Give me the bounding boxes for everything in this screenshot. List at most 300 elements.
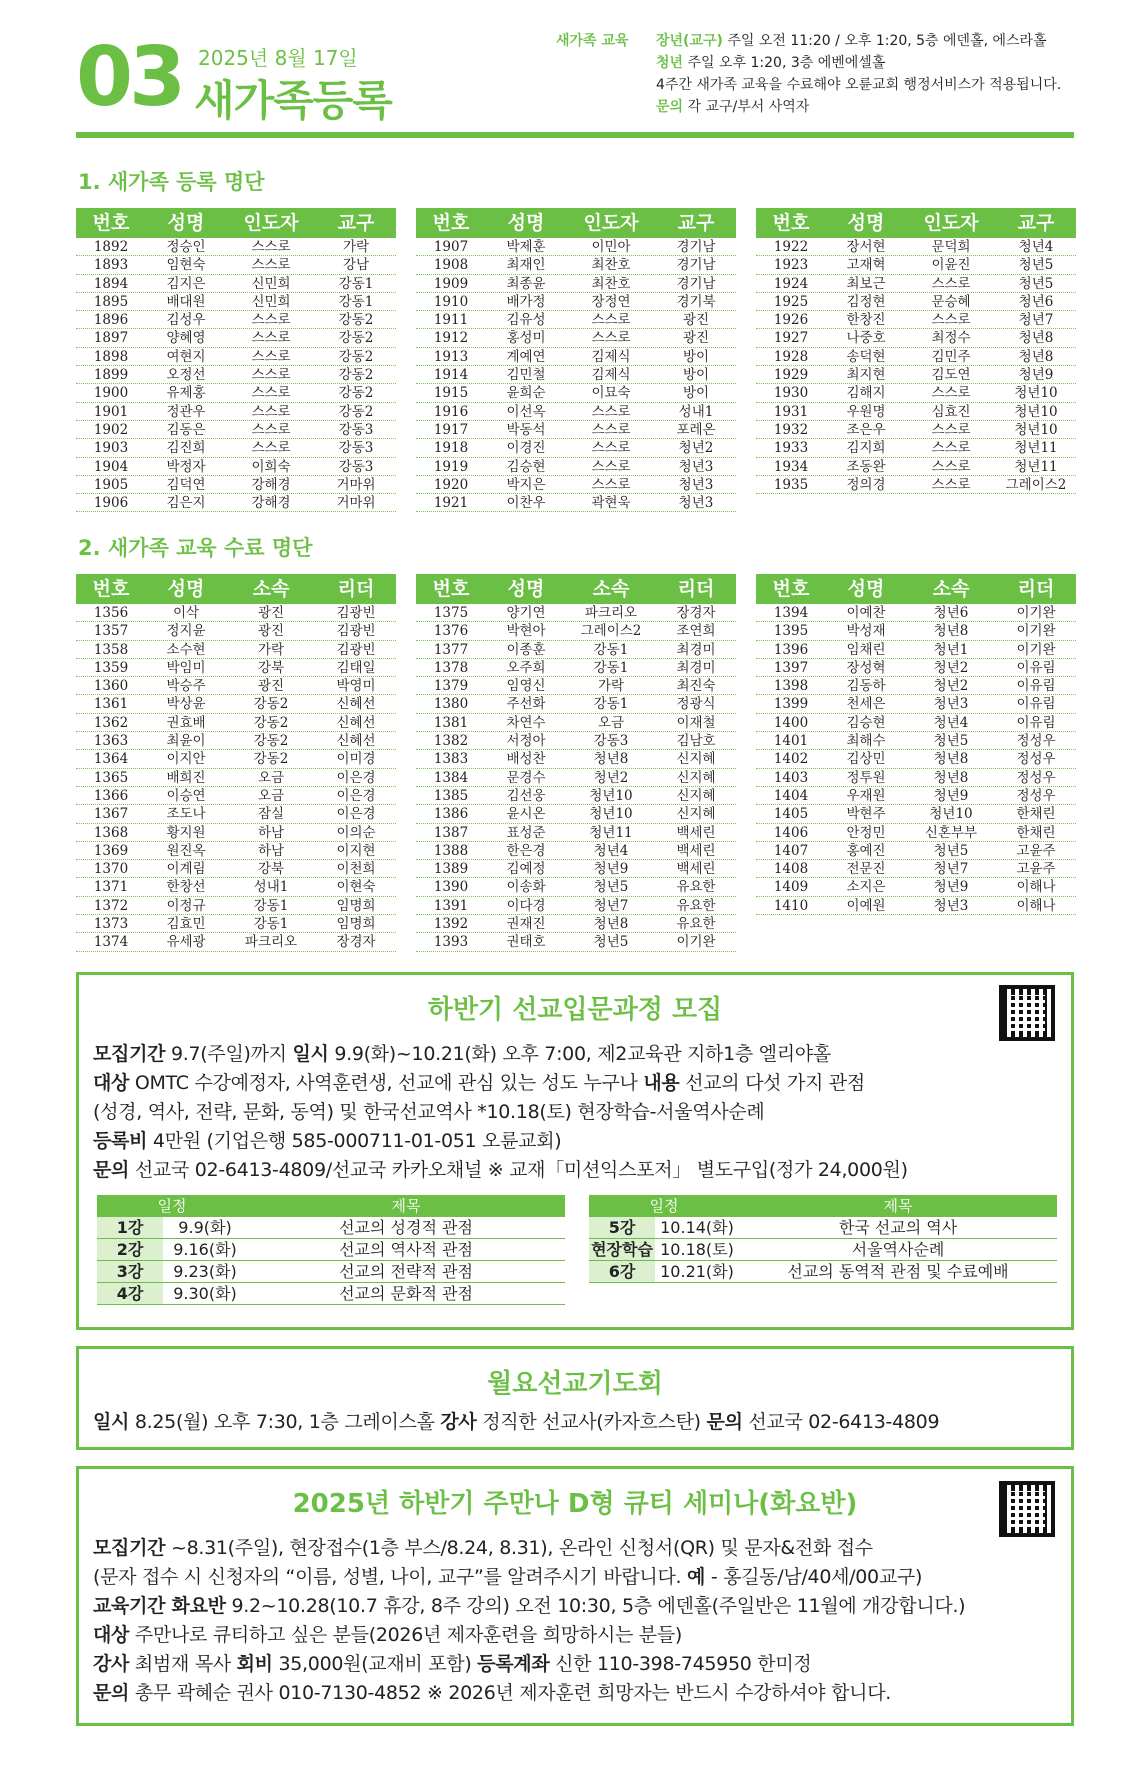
table-cell: 이찬우	[506, 495, 546, 512]
table-row	[416, 476, 736, 494]
table-cell: 강동3	[338, 421, 374, 438]
table-cell: 그레이스2	[580, 623, 642, 640]
schedule-cell: 10.14(화)	[660, 1218, 734, 1237]
qt-seminar-box	[76, 1466, 1074, 1726]
table-cell: 1395	[773, 623, 809, 640]
table-header	[756, 574, 1076, 604]
table-cell: 고윤주	[1016, 842, 1056, 859]
table-cell: 신민희	[251, 275, 291, 292]
table-row	[76, 275, 396, 293]
table-cell: 강동1	[338, 293, 374, 310]
table-cell: 임명희	[336, 897, 376, 914]
table-cell: 방이	[682, 348, 710, 365]
table-cell: 강동1	[253, 916, 289, 933]
table-cell: 김승현	[506, 458, 546, 475]
page-header	[76, 30, 1074, 132]
table-cell: 황지원	[166, 824, 206, 841]
table-row	[756, 878, 1076, 896]
table-cell: 1369	[93, 842, 129, 859]
table-cell: 1900	[93, 385, 129, 402]
table-cell: 장경자	[336, 934, 376, 951]
schedule-row	[97, 1261, 565, 1283]
table-cell: 1925	[773, 293, 809, 310]
value: - 홍길동/남/40세/00교구)	[705, 1566, 923, 1588]
table-cell: 1919	[433, 458, 469, 475]
table-row	[416, 311, 736, 329]
table-cell: 1359	[93, 659, 129, 676]
table-cell: 신혜선	[336, 714, 376, 731]
table-cell: 유제홍	[166, 385, 206, 402]
table-row	[76, 860, 396, 878]
table-cell: 이묘숙	[591, 385, 631, 402]
table-cell: 임현숙	[166, 257, 206, 274]
label: 등록계좌	[477, 1653, 550, 1675]
column-header: 성명	[847, 212, 885, 234]
table-cell: 김덕연	[166, 476, 206, 493]
info-key: 문의	[656, 99, 684, 115]
table-row	[416, 494, 736, 512]
table-cell: 김제식	[591, 348, 631, 365]
table-cell: 파크리오	[584, 605, 638, 621]
table-row	[76, 348, 396, 366]
table-cell: 김동은	[166, 421, 206, 438]
label: 문의	[93, 1682, 130, 1704]
table-cell: 스스로	[591, 458, 631, 475]
page-title: 새가족등록	[194, 76, 392, 125]
table-cell: 1923	[773, 257, 809, 274]
table-row	[76, 878, 396, 896]
column-header: 성명	[507, 212, 545, 234]
table-cell: 1933	[773, 440, 809, 457]
column-header: 리더	[677, 578, 715, 600]
table-cell: 송덕현	[846, 348, 886, 365]
table-row	[76, 897, 396, 915]
table-cell: 김지희	[846, 440, 886, 457]
table-cell: 여현지	[166, 348, 206, 365]
table-cell: 스스로	[251, 421, 291, 438]
table-row	[416, 695, 736, 713]
table-cell: 1360	[93, 678, 129, 695]
table-cell: 1896	[93, 312, 129, 329]
table-cell: 1396	[773, 641, 809, 658]
table-cell: 김동하	[846, 678, 886, 695]
table-cell: 1364	[93, 751, 129, 768]
table-cell: 이경진	[506, 440, 546, 457]
bulletin-date: 2025년 8월 17일	[198, 46, 358, 70]
table-cell: 스스로	[251, 312, 291, 329]
table-row	[76, 842, 396, 860]
table-cell: 강해경	[251, 476, 291, 493]
table-cell: 1908	[433, 257, 469, 274]
table-cell: 청년5	[933, 733, 969, 750]
table-row	[416, 878, 736, 896]
table-cell: 스스로	[251, 403, 291, 420]
schedule-row	[97, 1239, 565, 1261]
table-cell: 김지은	[166, 275, 206, 292]
table-cell: 광진	[257, 678, 285, 695]
column-header: 일정	[649, 1197, 679, 1215]
value: (문자 접수 시 신청자의 “이름, 성별, 나이, 교구”를 알려주시기 바랍니다.	[93, 1566, 688, 1588]
label: 예	[687, 1566, 706, 1588]
table-row	[76, 238, 396, 256]
table-cell: 청년9	[593, 861, 629, 878]
table-row	[756, 366, 1076, 384]
schedule-cell: 선교의 성경적 관점	[339, 1218, 473, 1237]
table-cell: 박성재	[846, 623, 886, 640]
section-title-registration: 1. 새가족 등록 명단	[78, 170, 265, 194]
table-row	[76, 439, 396, 457]
table-cell: 정성우	[1016, 751, 1056, 768]
label: 일시	[93, 1411, 130, 1433]
table-cell: 1358	[93, 641, 129, 658]
info-text: 주일 오후 1:20, 3층 에벤에셀홀	[683, 55, 886, 71]
label: 강사	[93, 1653, 130, 1675]
table-cell: 1928	[773, 348, 809, 365]
table-cell: 포레온	[676, 421, 716, 438]
table-cell: 강동2	[338, 348, 374, 365]
table-cell: 1913	[433, 348, 469, 365]
schedule-row	[589, 1261, 1057, 1283]
table-cell: 1893	[93, 257, 129, 274]
table-row	[756, 238, 1076, 256]
table-cell: 김도연	[931, 367, 971, 384]
table-cell: 1392	[433, 916, 469, 933]
table-cell: 1373	[93, 916, 129, 933]
table-cell: 광진	[257, 623, 285, 640]
table-cell: 1397	[773, 659, 809, 676]
table-cell: 이은경	[336, 806, 376, 823]
registration-table	[416, 208, 736, 512]
table-row	[76, 933, 396, 951]
table-cell: 양혜영	[166, 330, 206, 347]
table-cell: 스스로	[931, 385, 971, 402]
table-cell: 강동2	[338, 330, 374, 347]
table-row	[756, 677, 1076, 695]
column-header: 인도자	[583, 212, 639, 234]
table-cell: 1907	[433, 239, 469, 255]
table-cell: 이은경	[336, 769, 376, 786]
schedule-cell: 3강	[97, 1261, 163, 1282]
table-cell: 스스로	[251, 367, 291, 384]
table-cell: 강동2	[338, 385, 374, 402]
graduates-table	[76, 574, 396, 952]
table-cell: 계예연	[506, 348, 546, 365]
table-cell: 가락	[342, 239, 370, 255]
table-cell: 강동2	[338, 403, 374, 420]
table-cell: 1398	[773, 678, 809, 695]
info-key: 장년(교구)	[656, 33, 723, 49]
table-cell: 경기북	[676, 293, 716, 310]
table-cell: 하남	[257, 824, 285, 841]
table-cell: 윤희순	[506, 385, 546, 402]
table-header	[76, 574, 396, 604]
table-cell: 청년7	[933, 861, 969, 878]
table-row	[76, 329, 396, 347]
table-cell: 주선화	[506, 696, 546, 713]
table-cell: 김제식	[591, 367, 631, 384]
table-cell: 최종윤	[506, 275, 546, 292]
table-cell: 김유성	[506, 312, 546, 329]
table-cell: 이삭	[172, 605, 200, 621]
table-cell: 1381	[433, 714, 469, 731]
qt-seminar-title: 2025년 하반기 주만나 D형 큐티 세미나(화요반)	[292, 1489, 858, 1519]
table-row	[756, 714, 1076, 732]
table-cell: 이은경	[336, 787, 376, 804]
table-cell: 천세은	[846, 696, 886, 713]
value: 총무 곽혜순 권사 010-7130-4852 ※ 2026년 제자훈련 희망자는 반드시 수강하셔야 합니다.	[129, 1682, 892, 1704]
value: ~8.31(주일), 현장접수(1층 부스/8.24, 8.31), 온라인 신청서(QR) 및 문자&전화 접수	[165, 1537, 873, 1559]
table-cell: 청년7	[593, 897, 629, 914]
column-header: 번호	[432, 212, 470, 234]
table-row	[416, 293, 736, 311]
table-cell: 김승현	[846, 714, 886, 731]
table-cell: 스스로	[251, 385, 291, 402]
table-cell: 1897	[93, 330, 129, 347]
table-cell: 김선웅	[506, 787, 546, 804]
table-cell: 김남호	[676, 733, 716, 750]
table-cell: 1902	[93, 421, 129, 438]
table-cell: 강북	[257, 659, 285, 676]
table-cell: 성내1	[253, 879, 289, 896]
table-cell: 강동1	[253, 897, 289, 914]
column-header: 성명	[167, 578, 205, 600]
table-row	[416, 750, 736, 768]
schedule-cell: 선교의 역사적 관점	[339, 1240, 473, 1259]
table-cell: 신혜선	[336, 696, 376, 713]
page-number: 03	[76, 30, 183, 125]
table-cell: 권효배	[166, 714, 206, 731]
value: 9.9(화)~10.21(화) 오후 7:00, 제2교육관 지하1층 엘리야홀	[328, 1043, 831, 1065]
table-cell: 1362	[93, 714, 129, 731]
table-cell: 신혜선	[336, 733, 376, 750]
table-cell: 1934	[773, 458, 809, 475]
table-row	[76, 750, 396, 768]
table-cell: 문승혜	[931, 293, 971, 310]
schedule-cell: 9.9(화)	[178, 1218, 232, 1237]
column-header: 제목	[883, 1197, 913, 1215]
table-cell: 곽현욱	[591, 495, 631, 512]
table-cell: 스스로	[931, 275, 971, 292]
table-cell: 오금	[257, 769, 285, 786]
table-cell: 장서현	[846, 239, 886, 255]
value: 정직한 선교사(카자흐스탄)	[476, 1411, 707, 1433]
table-row	[76, 494, 396, 512]
table-cell: 최경미	[676, 659, 716, 676]
table-cell: 최재인	[506, 257, 546, 274]
table-cell: 1918	[433, 440, 469, 457]
table-cell: 신지혜	[676, 751, 716, 768]
schedule-row	[97, 1283, 565, 1305]
schedule-cell: 6강	[589, 1261, 655, 1282]
table-cell: 1385	[433, 787, 469, 804]
schedule-cell: 10.18(토)	[660, 1240, 734, 1259]
table-cell: 1371	[93, 879, 129, 896]
table-cell: 강동1	[338, 275, 374, 292]
table-cell: 경기남	[676, 275, 716, 292]
table-cell: 1895	[93, 293, 129, 310]
table-row	[76, 256, 396, 274]
table-cell: 최해수	[846, 733, 886, 750]
column-header: 번호	[772, 578, 810, 600]
table-row	[756, 421, 1076, 439]
table-cell: 백세린	[676, 824, 716, 841]
column-header: 제목	[391, 1197, 421, 1215]
column-header: 번호	[772, 212, 810, 234]
column-header: 번호	[92, 578, 130, 600]
table-cell: 스스로	[931, 312, 971, 329]
table-cell: 1892	[93, 239, 129, 255]
table-cell: 스스로	[591, 440, 631, 457]
table-cell: 표성준	[506, 824, 546, 841]
column-header: 리더	[337, 578, 375, 600]
table-cell: 강동2	[338, 367, 374, 384]
table-row	[76, 659, 396, 677]
table-cell: 1410	[773, 897, 809, 914]
table-row	[756, 897, 1076, 915]
table-cell: 1370	[93, 861, 129, 878]
table-cell: 청년5	[1018, 275, 1054, 292]
schedule-header	[97, 1195, 565, 1217]
table-cell: 청년8	[593, 916, 629, 933]
table-cell: 1911	[433, 312, 469, 329]
table-cell: 청년6	[1018, 293, 1054, 310]
table-row	[416, 732, 736, 750]
table-cell: 1393	[433, 934, 469, 951]
table-cell: 1389	[433, 861, 469, 878]
table-cell: 장성혁	[846, 659, 886, 676]
table-row	[76, 622, 396, 640]
schedule-cell: 5강	[589, 1217, 655, 1238]
value: 신한 110-398-745950 한미정	[549, 1653, 812, 1675]
table-cell: 배대원	[166, 293, 206, 310]
table-cell: 1915	[433, 385, 469, 402]
table-cell: 이기완	[1016, 623, 1056, 640]
label: 등록비	[93, 1130, 148, 1152]
column-header: 소속	[252, 578, 290, 600]
table-row	[756, 805, 1076, 823]
schedule-cell: 10.21(화)	[660, 1262, 734, 1281]
qr-code[interactable]	[999, 1481, 1055, 1537]
table-cell: 김예정	[506, 861, 546, 878]
table-cell: 강북	[257, 861, 285, 878]
table-row	[416, 714, 736, 732]
value: 주만나로 큐티하고 싶은 분들(2026년 제자훈련을 희망하시는 분들)	[129, 1624, 683, 1646]
table-cell: 방이	[682, 367, 710, 384]
table-cell: 1363	[93, 733, 129, 750]
table-cell: 1403	[773, 769, 809, 786]
table-cell: 그레이스2	[1005, 476, 1067, 493]
column-header: 일정	[157, 1197, 187, 1215]
value: (성경, 역사, 전략, 문화, 동역) 및 한국선교역사 *10.18(토) 현장학습-서울역사순례	[93, 1101, 765, 1123]
registration-table	[756, 208, 1076, 494]
table-cell: 김정현	[846, 293, 886, 310]
value: 35,000원(교재비 포함)	[272, 1653, 478, 1675]
table-cell: 박영미	[336, 678, 376, 695]
table-cell: 1384	[433, 769, 469, 786]
table-cell: 이해나	[1016, 897, 1056, 914]
schedule-table-left	[97, 1195, 565, 1305]
table-cell: 청년4	[1018, 239, 1054, 255]
table-cell: 이희숙	[251, 458, 291, 475]
table-row	[756, 824, 1076, 842]
table-cell: 한창진	[846, 312, 886, 329]
table-cell: 1901	[93, 403, 129, 420]
table-cell: 1401	[773, 733, 809, 750]
table-cell: 1402	[773, 751, 809, 768]
table-row	[416, 256, 736, 274]
column-header: 번호	[432, 578, 470, 600]
table-cell: 1905	[93, 476, 129, 493]
table-cell: 한창선	[166, 879, 206, 896]
table-row	[756, 311, 1076, 329]
table-row	[416, 275, 736, 293]
table-cell: 청년8	[1018, 348, 1054, 365]
table-cell: 1903	[93, 440, 129, 457]
schedule-row	[589, 1239, 1057, 1261]
table-cell: 스스로	[591, 403, 631, 420]
table-cell: 1361	[93, 696, 129, 713]
table-cell: 이예원	[846, 897, 886, 914]
table-cell: 정의경	[846, 476, 886, 493]
column-header: 소속	[932, 578, 970, 600]
table-cell: 파크리오	[244, 934, 298, 951]
table-cell: 원진옥	[166, 842, 206, 859]
table-cell: 청년8	[933, 751, 969, 768]
table-row	[76, 293, 396, 311]
table-cell: 우원명	[846, 403, 886, 420]
table-cell: 청년1	[933, 641, 969, 658]
table-cell: 문경수	[506, 769, 546, 786]
table-row	[756, 476, 1076, 494]
table-cell: 신지혜	[676, 787, 716, 804]
table-row	[416, 805, 736, 823]
table-cell: 최정수	[931, 330, 971, 347]
table-row	[416, 366, 736, 384]
schedule-cell: 서울역사순례	[851, 1240, 945, 1259]
table-cell: 오금	[597, 714, 625, 731]
table-cell: 1376	[433, 623, 469, 640]
table-cell: 강남	[342, 257, 370, 274]
table-cell: 잠실	[257, 806, 285, 823]
table-cell: 청년9	[1018, 367, 1054, 384]
registration-table	[76, 208, 396, 512]
value: 선교의 다섯 가지 관점	[679, 1072, 865, 1094]
table-cell: 광진	[682, 312, 710, 329]
table-row	[756, 860, 1076, 878]
table-cell: 김광빈	[336, 605, 376, 621]
table-cell: 박임미	[166, 659, 206, 676]
table-cell: 청년9	[933, 787, 969, 804]
table-row	[756, 458, 1076, 476]
table-cell: 1399	[773, 696, 809, 713]
table-cell: 이유림	[1016, 678, 1056, 695]
schedule-cell: 9.16(화)	[173, 1240, 237, 1259]
table-cell: 이유림	[1016, 659, 1056, 676]
table-cell: 1388	[433, 842, 469, 859]
table-row	[416, 677, 736, 695]
table-cell: 한채린	[1016, 824, 1056, 841]
table-cell: 광진	[682, 330, 710, 347]
column-header: 리더	[1017, 578, 1055, 600]
qr-code[interactable]	[999, 985, 1055, 1041]
table-cell: 정승인	[166, 239, 206, 255]
table-cell: 가락	[597, 678, 625, 695]
table-row	[416, 641, 736, 659]
table-cell: 스스로	[251, 257, 291, 274]
table-cell: 1365	[93, 769, 129, 786]
info-key: 청년	[656, 55, 684, 71]
table-row	[756, 695, 1076, 713]
